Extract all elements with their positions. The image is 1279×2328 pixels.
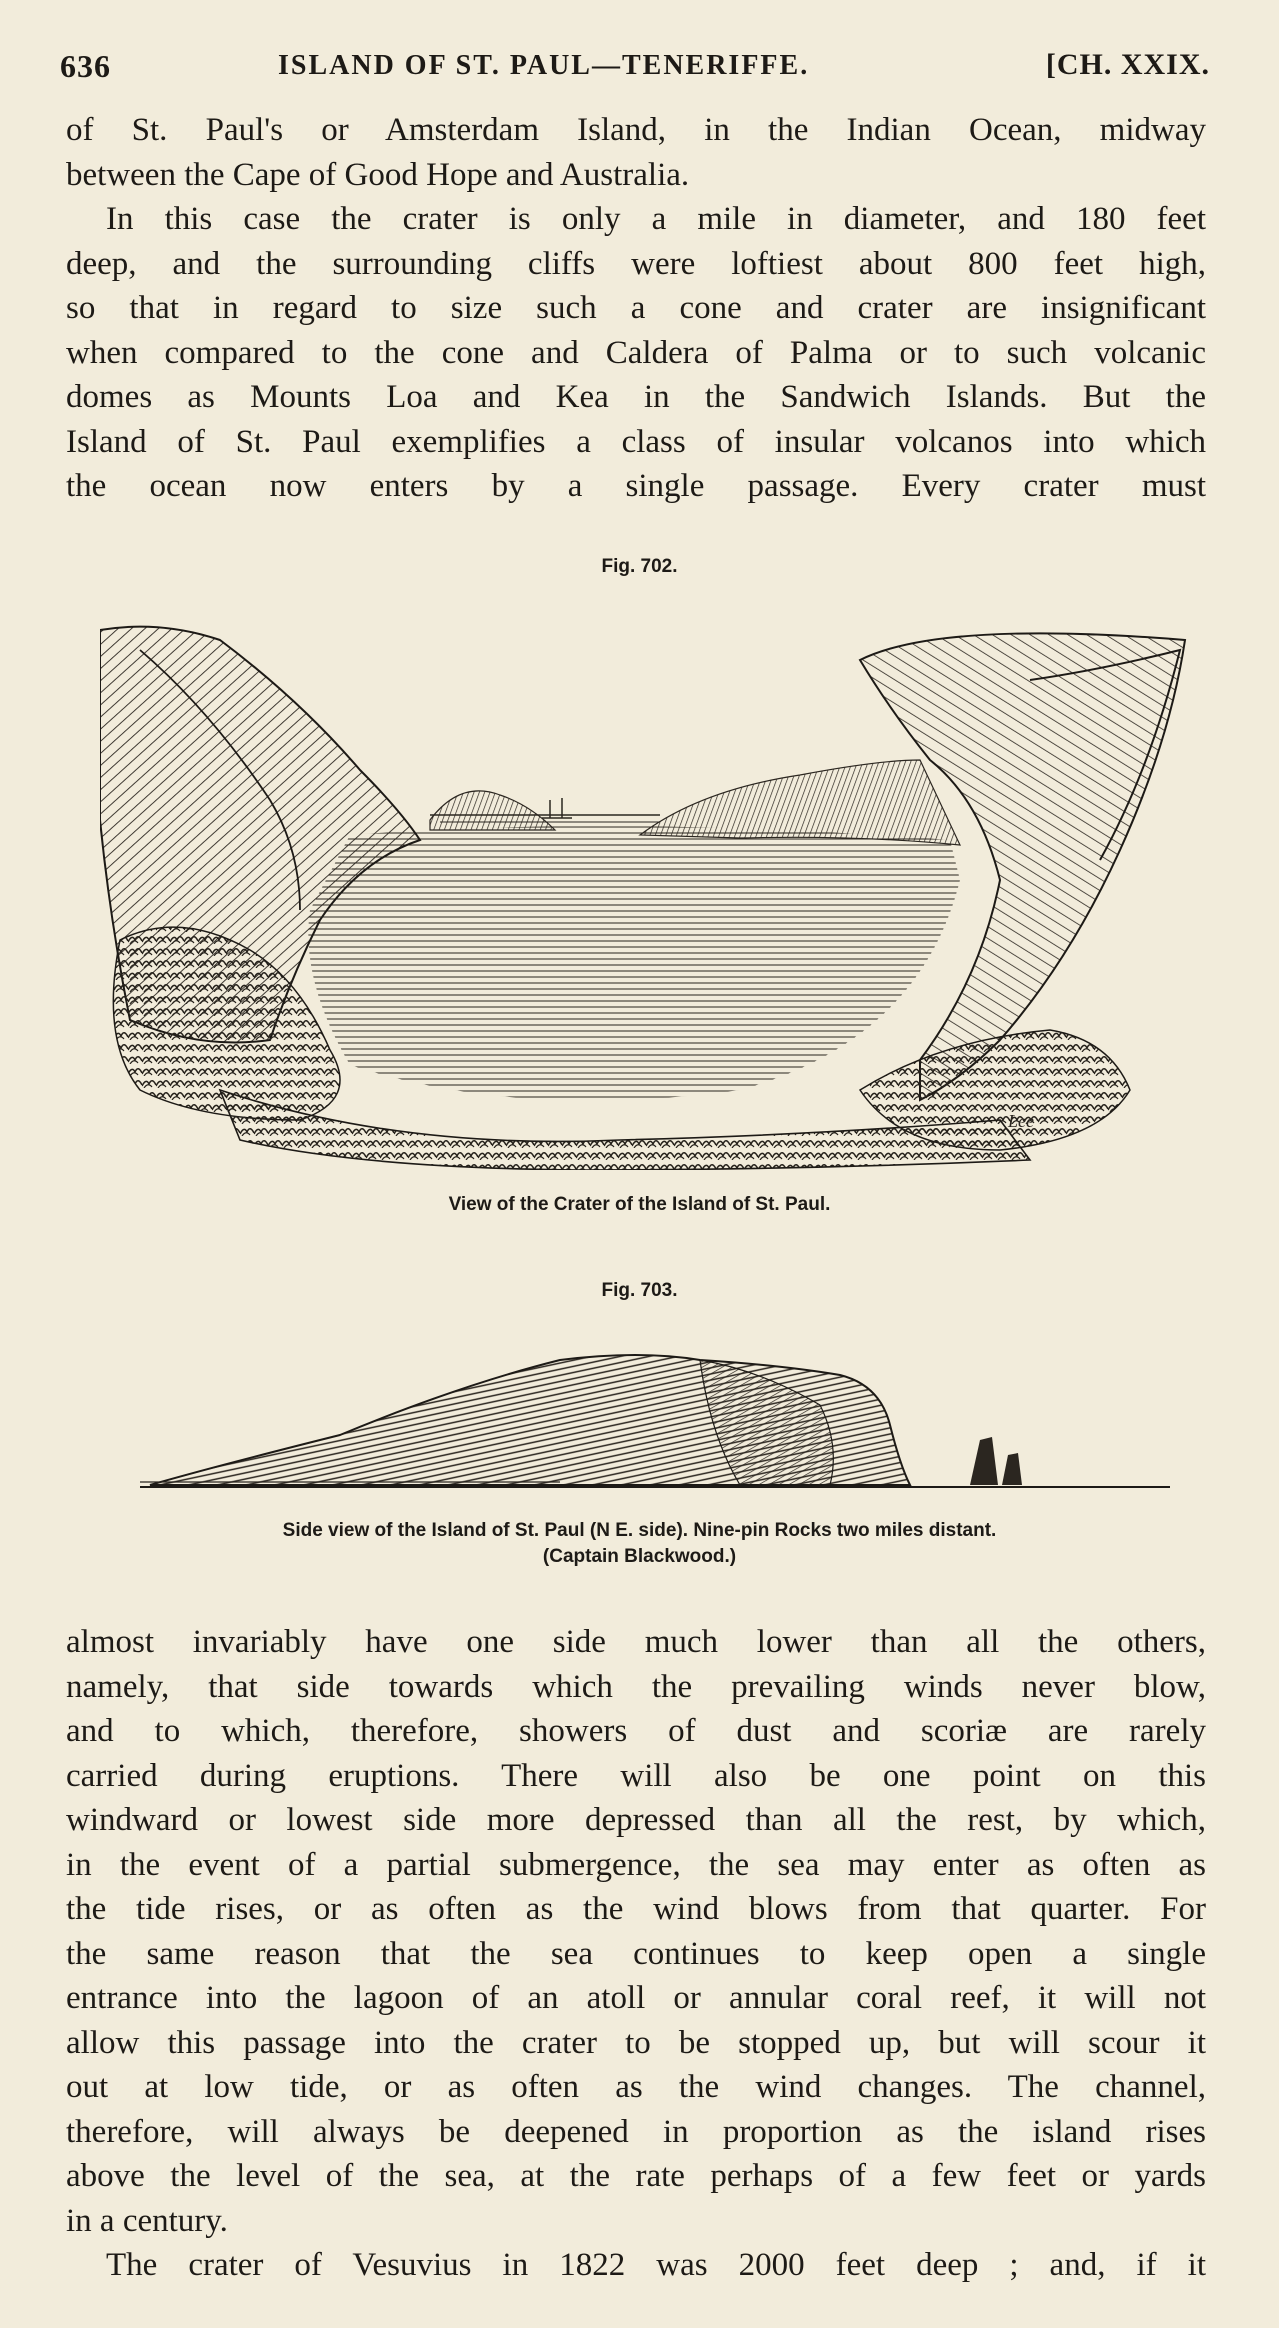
text-line: in the event of a partial submergence, the sea may enter as often as (66, 1846, 1206, 1883)
text-line: when compared to the cone and Caldera of Palma or to such volcanic (66, 334, 1206, 371)
paragraph-continued (66, 108, 1206, 197)
text-line: the ocean now enters by a single passage. Every crater must (66, 468, 1206, 504)
text-line: therefore, will always be deepened in proportion as the island rises (66, 2113, 1206, 2150)
text-line: Island of St. Paul exemplifies a class of insular volcanos into which (66, 423, 1206, 460)
island-side-view-image (140, 1345, 1170, 1495)
text-line: above the level of the sea, at the rate perhaps of a few feet or yards (66, 2158, 1206, 2194)
text-line: the tide rises, or as often as the wind blows from that quarter. For (66, 1891, 1206, 1927)
figure-caption-702: View of the Crater of the Island of St. Paul. (448, 1194, 831, 1215)
paragraph-vesuvius (66, 2243, 1206, 2288)
running-header (60, 48, 1210, 88)
text-line: almost invariably have one side much lower than all the others, (66, 1624, 1206, 1660)
figure-caption-703 (0, 1518, 1279, 1570)
lagoon-water (308, 826, 960, 1100)
text-line: between the Cape of Good Hope and Australia. (66, 156, 690, 193)
engraver-signature: Lee (1008, 1111, 1034, 1131)
nine-pin-rock (970, 1437, 998, 1485)
text-line: allow this passage into the crater to be stopped up, but will scour it (66, 2024, 1206, 2061)
text-line: namely, that side towards which the prevailing winds never blow, (66, 1668, 1206, 1705)
figure-label-703: Fig. 703. (601, 1280, 678, 1301)
figure-label-702: Fig. 702. (601, 556, 678, 577)
caption-line: Side view of the Island of St. Paul (N E. side). Nine-pin Rocks two miles distant. (282, 1520, 997, 1541)
text-line: The crater of Vesuvius in 1822 was 2000 feet deep ; and, if it (106, 2247, 1206, 2283)
text-line: of St. Paul's or Amsterdam Island, in the Indian Ocean, midway (66, 112, 1206, 148)
chapter-reference: [CH. XXIX. (1045, 48, 1210, 81)
nine-pin-rock (1002, 1453, 1022, 1485)
text-line: in a century. (66, 2202, 228, 2239)
text-line: entrance into the lagoon of an atoll or annular coral reef, it will not (66, 1980, 1206, 2016)
crater-engraving-image (100, 620, 1190, 1170)
text-line: deep, and the surrounding cliffs were loftiest about 800 feet high, (66, 245, 1206, 282)
paragraph-crater-size (66, 197, 1206, 509)
paragraph-windward-side (66, 1620, 1206, 2243)
page-number: 636 (60, 48, 111, 84)
text-line: so that in regard to size such a cone and crater are insignificant (66, 290, 1206, 326)
text-line: the same reason that the sea continues to keep open a single (66, 1935, 1206, 1972)
text-line: carried during eruptions. There will also be one point on this (66, 1757, 1206, 1794)
text-line: In this case the crater is only a mile in diameter, and 180 feet (106, 201, 1206, 237)
running-title: ISLAND OF ST. PAUL—TENERIFFE. (278, 50, 810, 81)
text-line: and to which, therefore, showers of dust and scoriæ are rarely (66, 1713, 1206, 1749)
text-line: windward or lowest side more depressed than all the rest, by which, (66, 1802, 1206, 1838)
text-line: domes as Mounts Loa and Kea in the Sandwich Islands. But the (66, 379, 1206, 415)
caption-line: (Captain Blackwood.) (542, 1546, 737, 1567)
text-line: out at low tide, or as often as the wind changes. The channel, (66, 2069, 1206, 2105)
